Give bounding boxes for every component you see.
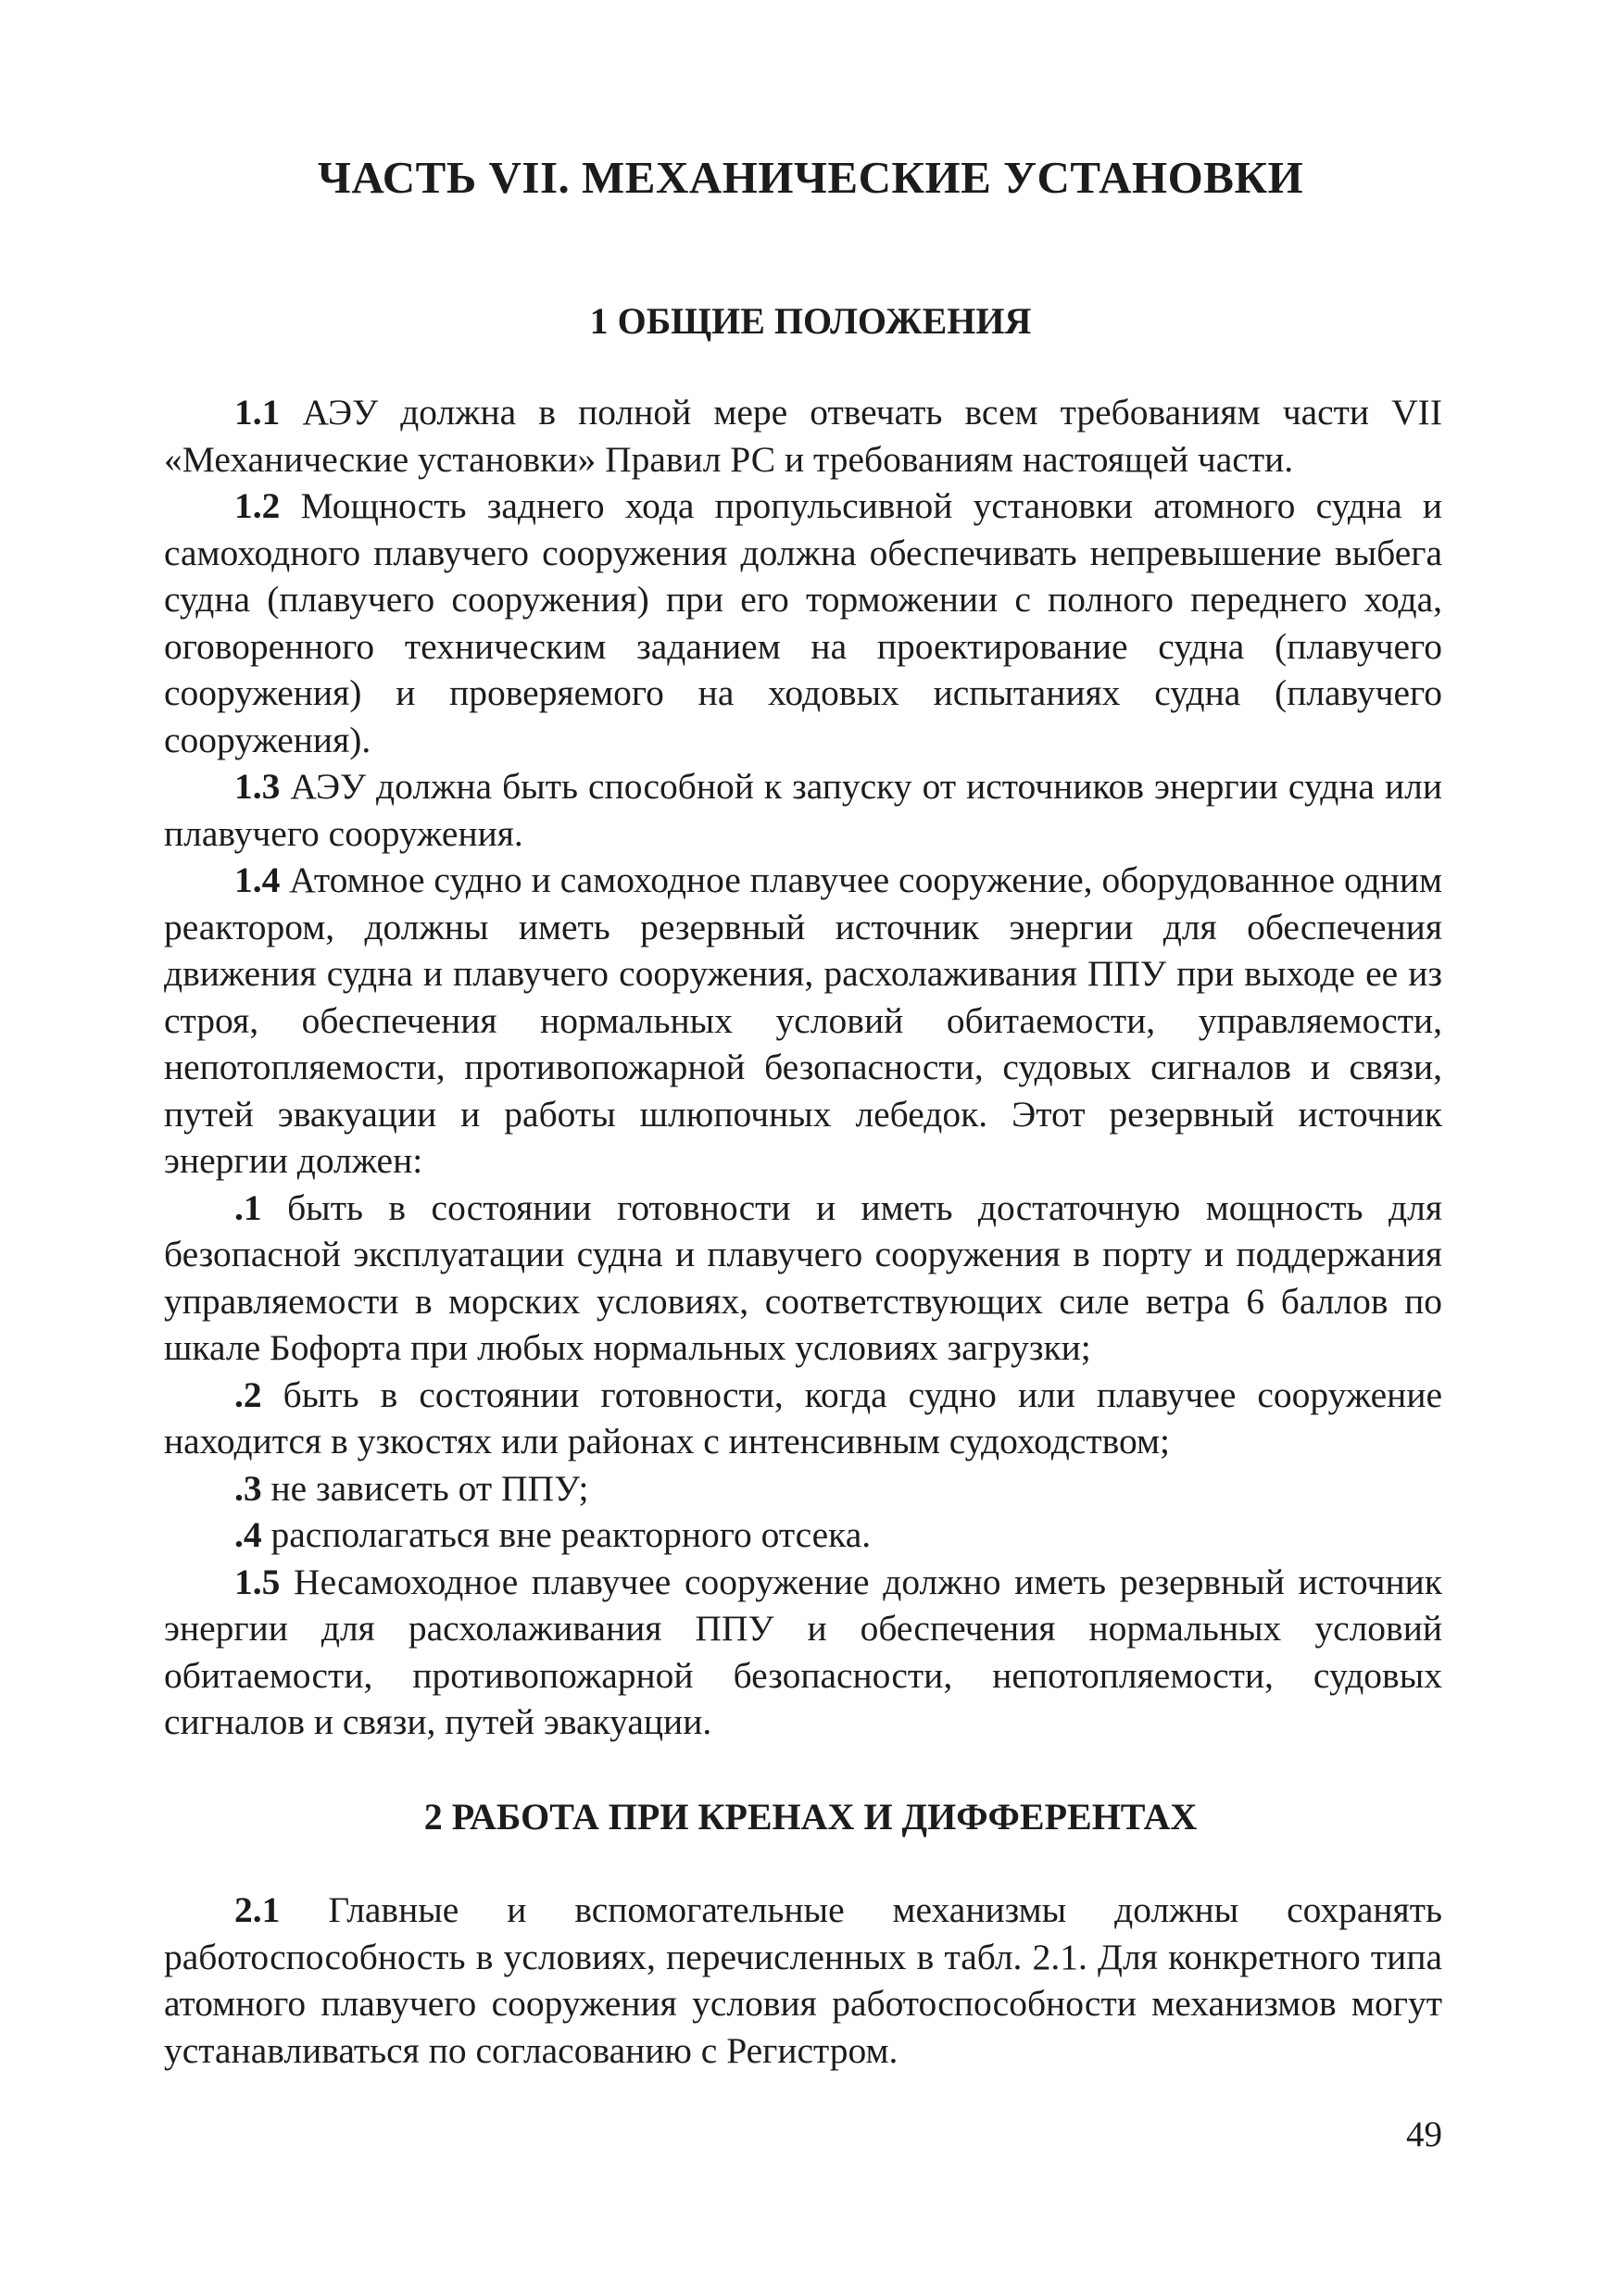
paragraph-number: 1.3 xyxy=(234,766,281,807)
paragraph-number: 1.5 xyxy=(234,1561,281,1602)
paragraph-number: 1.4 xyxy=(234,859,281,900)
paragraph-text: Атомное судно и самоходное плавучее сооружение, оборудованное одним реактором, должны иметь резервный источник энергии для обеспечения движения судна и плавучего сооружения, расхолаживания ППУ при выходе ее из строя, обеспечения нормальных условий обитаемости, управляемости, непотопляемости, противопожарной безопасности, судовых сигналов и связи, путей эвакуации и работы шлюпочных лебедок. Этот резервный источник энергии должен: xyxy=(164,859,1442,1181)
subitem-number: .1 xyxy=(234,1186,262,1228)
paragraph-number: 1.2 xyxy=(234,485,281,526)
subitem-4 xyxy=(164,1512,1442,1559)
subitem-number: .3 xyxy=(234,1467,262,1509)
paragraph-text: АЭУ должна быть способной к запуску от источников энергии судна или плавучего сооружения. xyxy=(164,766,1442,854)
paragraph-1-4 xyxy=(164,857,1442,1185)
subitem-2 xyxy=(164,1372,1442,1465)
paragraph-2-1 xyxy=(164,1887,1442,2074)
paragraph-number: 2.1 xyxy=(234,1889,281,1930)
subitem-text: располагаться вне реакторного отсека. xyxy=(261,1514,872,1555)
subitem-3 xyxy=(164,1465,1442,1512)
section-heading-heel-trim: 2 РАБОТА ПРИ КРЕНАХ И ДИФФЕРЕНТАХ xyxy=(423,1796,1198,1838)
section-body-general xyxy=(164,389,1442,1746)
paragraph-1-5 xyxy=(164,1559,1442,1746)
subitem-1 xyxy=(164,1185,1442,1372)
paragraph-number: 1.1 xyxy=(234,392,281,433)
subitem-text: быть в состоянии готовности, когда судно или плавучее сооружение находится в узкостях или районах с интенсивным судоходством; xyxy=(164,1374,1442,1462)
paragraph-1-3 xyxy=(164,763,1442,857)
paragraph-1-1 xyxy=(164,389,1442,483)
paragraph-1-2 xyxy=(164,483,1442,763)
subitem-text: быть в состоянии готовности и иметь достаточную мощность для безопасной эксплуатации судна и плавучего сооружения в порту и поддержания управляемости в морских условиях, соответствующих силе ветра 6 баллов по шкале Бофорта при любых нормальных условиях загрузки; xyxy=(164,1186,1442,1368)
subitem-text: не зависеть от ППУ; xyxy=(261,1467,589,1509)
paragraph-text: Несамоходное плавучее сооружение должно иметь резервный источник энергии для расхолаживания ППУ и обеспечения нормальных условий обитаемости, противопожарной безопасности, непотопляемости, судовых сигналов и связи, путей эвакуации. xyxy=(164,1561,1442,1742)
section-body-heel-trim xyxy=(164,1887,1442,2074)
part-title: ЧАСТЬ VII. МЕХАНИЧЕСКИЕ УСТАНОВКИ xyxy=(317,152,1304,203)
subitem-number: .2 xyxy=(234,1374,262,1415)
section-heading-general: 1 ОБЩИЕ ПОЛОЖЕНИЯ xyxy=(589,300,1032,342)
subitem-number: .4 xyxy=(234,1514,262,1555)
paragraph-text: Главные и вспомогательные механизмы должны сохранять работоспособность в условиях, перечисленных в табл. 2.1. Для конкретного типа атомного плавучего сооружения условия работоспособности механизмов могут устанавливаться по согласованию с Регистром. xyxy=(164,1889,1442,2071)
page-number: 49 xyxy=(1406,2114,1442,2154)
paragraph-text: АЭУ должна в полной мере отвечать всем требованиям части VII «Механические установки» Правил РС и требованиям настоящей части. xyxy=(164,392,1442,480)
paragraph-text: Мощность заднего хода пропульсивной установки атомного судна и самоходного плавучего сооружения должна обеспечивать непревышение выбега судна (плавучего сооружения) при его торможении с полного переднего хода, оговоренного техническим заданием на проектирование судна (плавучего сооружения) и проверяемого на ходовых испытаниях судна (плавучего сооружения). xyxy=(164,485,1442,760)
